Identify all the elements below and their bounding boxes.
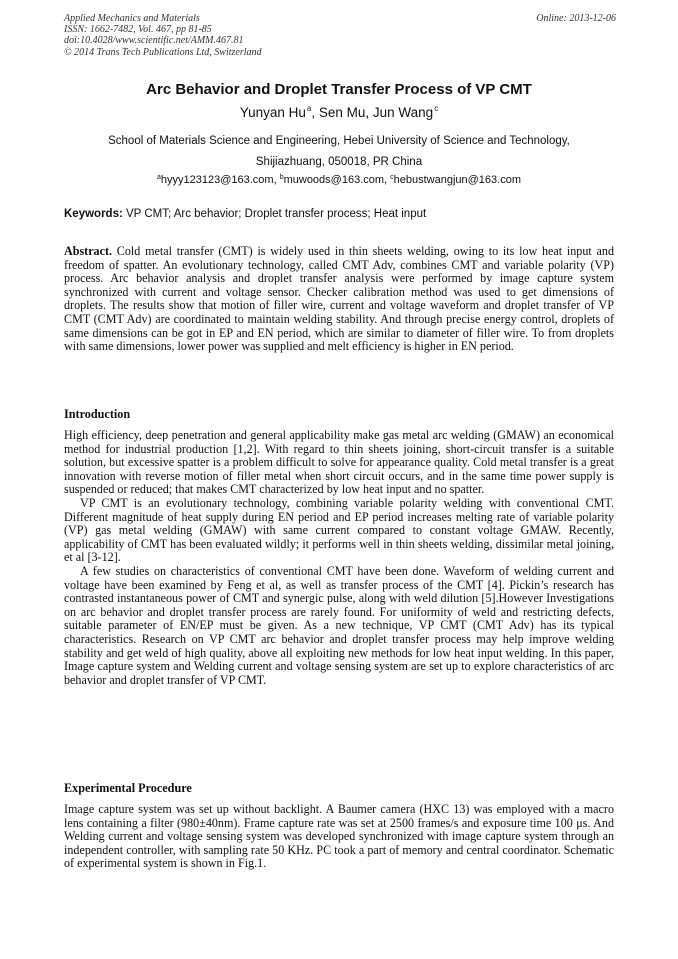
author-3-sup: c (434, 104, 439, 113)
author-separator: , (311, 105, 319, 120)
email-3: hebustwangjun@163.com (393, 174, 521, 186)
affiliation-line-2: Shijiazhuang, 050018, PR China (255, 156, 423, 168)
author-1: Yunyan Hu (239, 105, 306, 120)
abstract (64, 245, 614, 354)
author-3: Jun Wang (372, 105, 434, 120)
journal-header (64, 13, 262, 58)
author-emails (0, 174, 678, 186)
keywords (64, 208, 624, 220)
paper-title: Arc Behavior and Droplet Transfer Process of VP CMT (146, 81, 532, 98)
email-2: muwoods@163.com, (283, 174, 391, 186)
author-list (0, 104, 678, 120)
section-heading-experimental: Experimental Procedure (64, 781, 192, 795)
affiliation-line-1: School of Materials Science and Engineering, Hebei University of Science and Technology, (108, 135, 570, 147)
author-2: Sen Mu (318, 105, 366, 120)
keywords-text: VP CMT; Arc behavior; Droplet transfer process; Heat input (122, 208, 427, 220)
journal-issn: ISSN: 1662-7482, Vol. 467, pp 81-85 (64, 24, 212, 36)
online-date: Online: 2013-12-06 (536, 13, 616, 24)
affiliation (0, 131, 678, 173)
paragraph: VP CMT is an evolutionary technology, combining variable polarity welding with conventional CMT. Different magnitude of heat supply during EN period and EP period increases melting rate of variable polarity (VP) gas metal welding (GMAW) with same current compared to constant voltage GMAW. Recently, applicability of CMT has been evaluated wildly; it performs well in thin sheets welding, dissimilar metal joining, et al [3-12]. (64, 495, 614, 565)
email-1-sup: a (156, 174, 161, 181)
email-2-sup: b (279, 174, 284, 181)
email-1: hyyy123123@163.com, (160, 174, 280, 186)
copyright-line: © 2014 Trans Tech Publications Ltd, Switzerland (64, 46, 262, 58)
journal-doi: doi:10.4028/www.scientific.net/AMM.467.81 (64, 35, 244, 47)
introduction-body (64, 429, 614, 687)
abstract-text: Cold metal transfer (CMT) is widely used in thin sheets welding, owing to its low heat input and freedom of spatter. An evolutionary technology, called CMT Adv, combines CMT and variable polarity (VP) process. Arc behavior analysis and droplet transfer analysis were performed by image capture system synchronized with current and voltage sensor. Checker calibration method was used to get dimensions of droplets. The results show that motion of filler wire, current and voltage waveform and droplet transfer of VP CMT (CMT Adv) are coordinated to maintain welding stability. And through precise energy control, droplets of same dimensions can be got in EP and EN period, which are similar to diameter of filler wire. To from droplets with same dimensions, lower power was supplied and melt efficiency is higher in EN period. (64, 244, 614, 354)
author-1-sup: a (306, 104, 312, 113)
abstract-label: Abstract. (64, 244, 113, 258)
author-separator: , (365, 105, 373, 120)
email-3-sup: c (390, 174, 394, 181)
journal-name: Applied Mechanics and Materials (64, 13, 200, 24)
section-heading-introduction: Introduction (64, 407, 131, 421)
paragraph: A few studies on characteristics of conventional CMT have been done. Waveform of welding current and voltage have been examined by Feng et al, as well as transfer process of the CMT [4]. Pickin’s research has contrasted instantaneous power of CMT and synergic pulse, along with weld dilution [5].However Investigations on arc behavior and droplet transfer process are rarely found. For uniformity of weld and restricting defects, suitable parameter of EN/EP must be given. As a new technique, VP CMT (CMT Adv) has its typical characteristics. Research on VP CMT arc behavior and droplet transfer process may help improve welding stability and get weld of high quality, above all exploiting new methods for low heat input welding. In this paper, Image capture system and Welding current and voltage sensing system are set up to explore characteristics of arc behavior and droplet transfer of VP CMT. (64, 563, 614, 687)
keywords-label: Keywords: (64, 208, 123, 220)
paragraph: Image capture system was set up without backlight. A Baumer camera (HXC 13) was employed with a macro lens containing a filter (980±40nm). Frame capture rate was set at 2500 frames/s and exposure time 100 μs. And Welding current and voltage sensing system was developed synchronized with image capture system through an independent controller, with sampling rate 50 KHz. PC took a part of memory and central coordinator. Schematic of experimental system is shown in Fig.1. (64, 802, 614, 871)
paragraph: High efficiency, deep penetration and general applicability make gas metal arc welding (GMAW) an economical method for industrial production [1,2]. With regard to thin sheets joining, short-circuit transfer is a suitable solution, but excessive spatter is a problem difficult to solve for appearance quality. Cold metal transfer is a great innovation with reverse motion of filler metal when short circuit occurs, and in the same time power supply is suspended or reduced; that makes CMT characterized by low heat input and no spatter. (64, 428, 614, 497)
experimental-body (64, 803, 614, 871)
